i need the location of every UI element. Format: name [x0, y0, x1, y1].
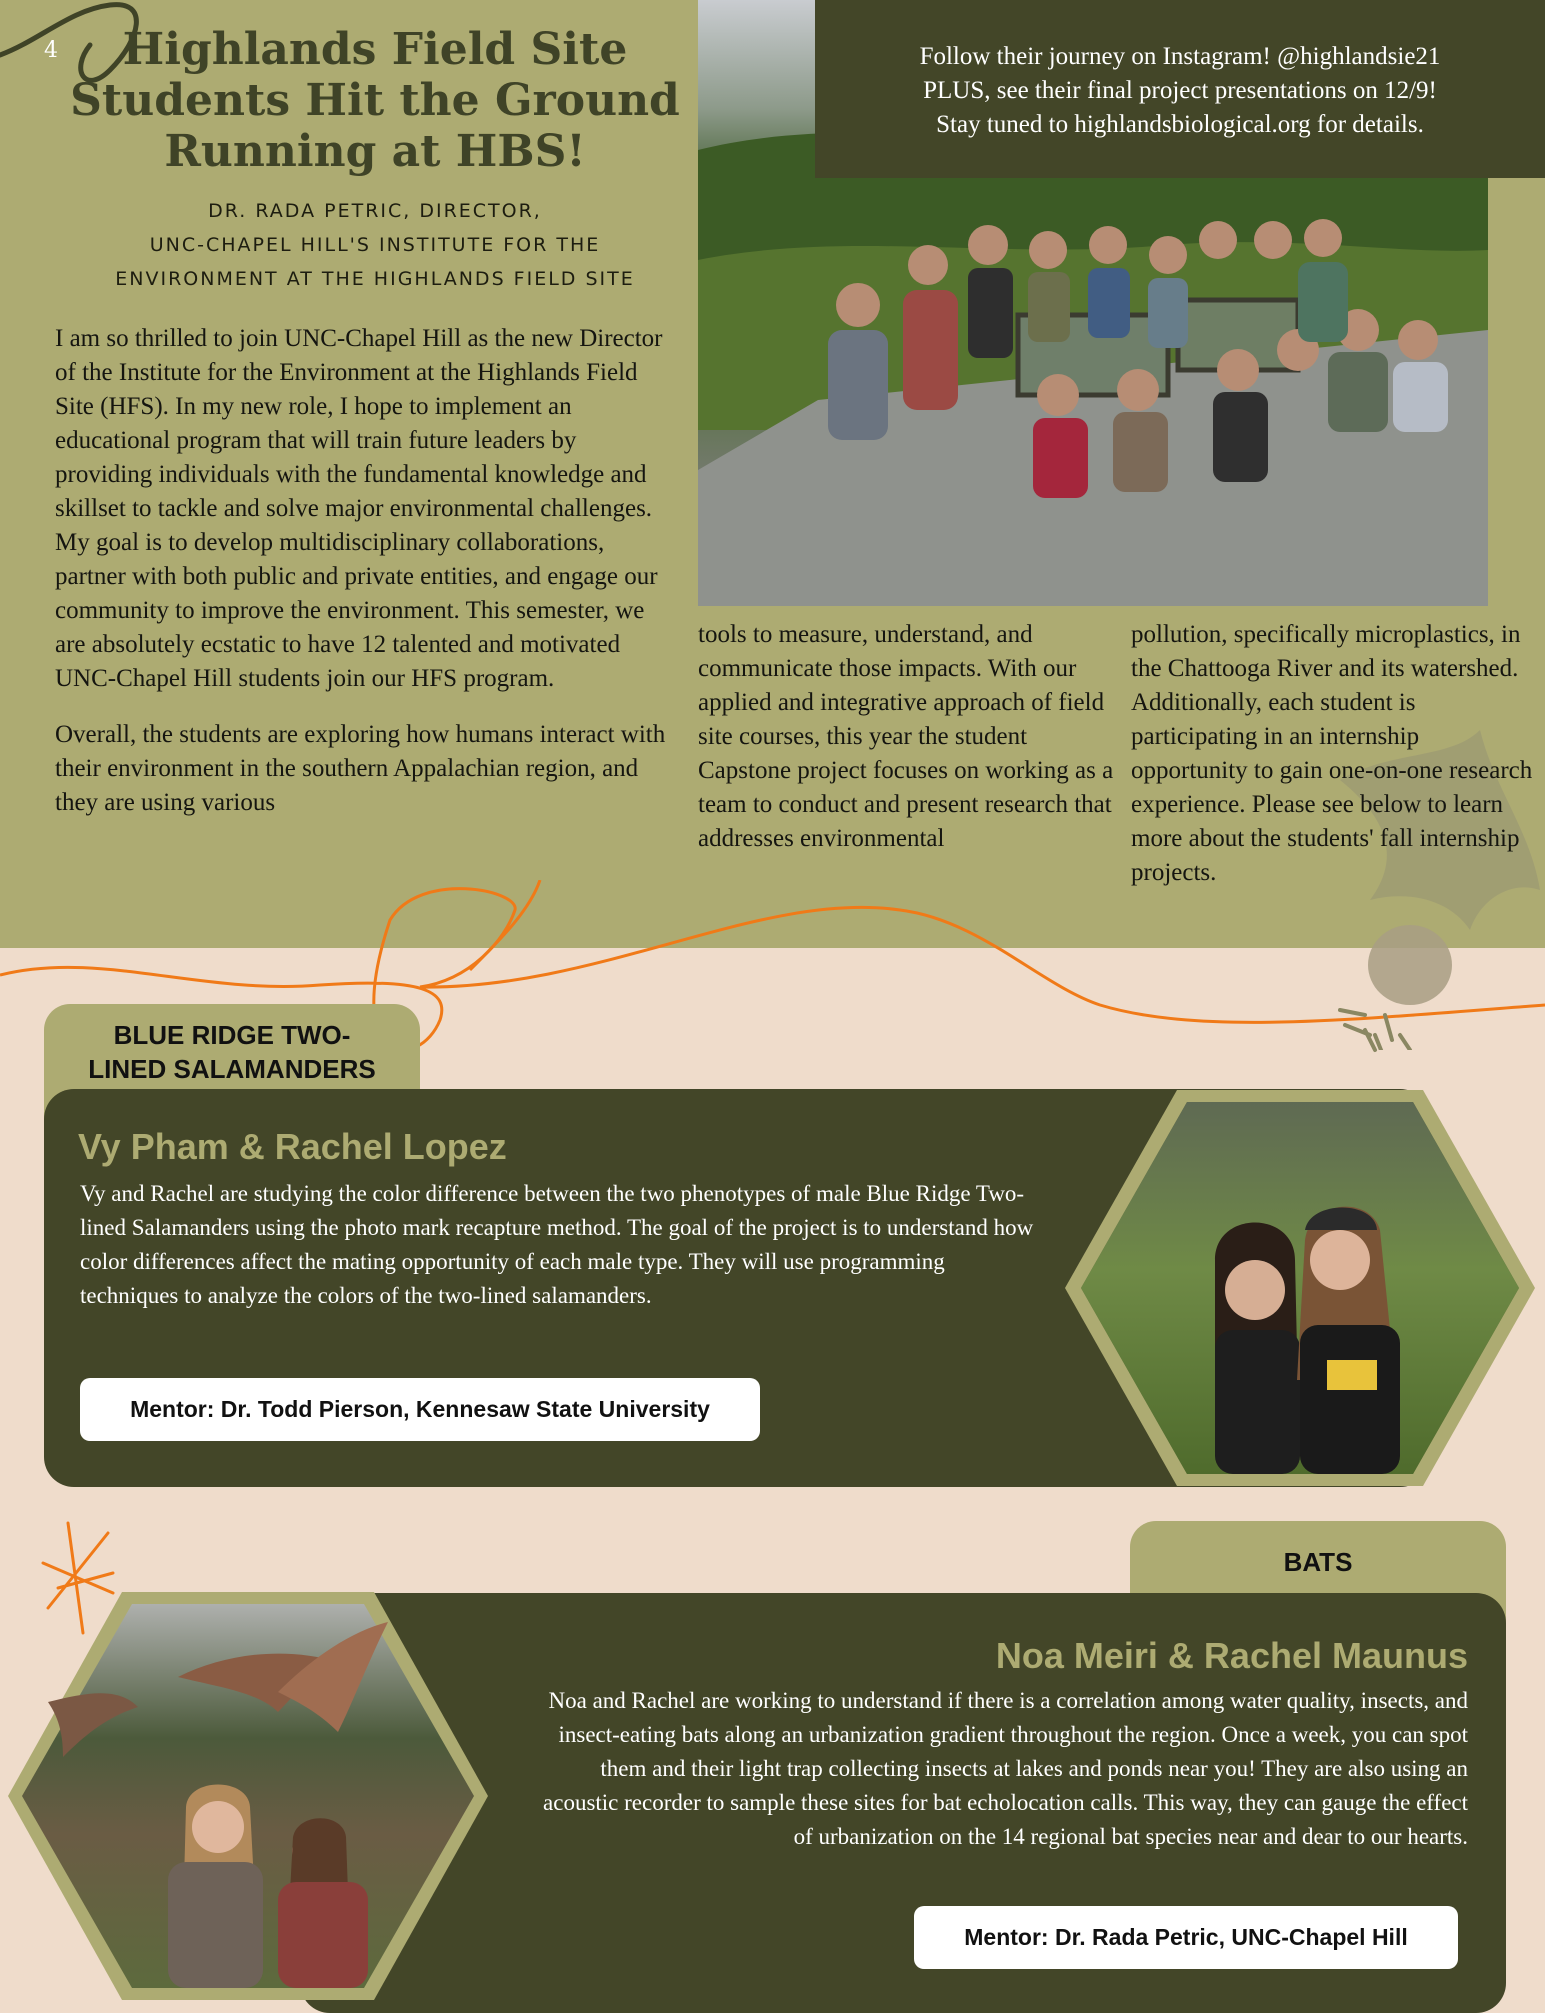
article-column-2	[698, 618, 1118, 878]
bats-students-photo	[8, 1592, 488, 2000]
bats-student-names: Noa Meiri & Rachel Maunus	[995, 1635, 1468, 1676]
byline-line-2: UNC-CHAPEL HILL'S INSTITUTE FOR THE	[149, 234, 601, 256]
byline	[60, 194, 690, 296]
page-title	[60, 24, 690, 177]
instagram-line-3: Stay tuned to highlandsbiological.org for details.	[936, 111, 1424, 138]
article-column-3	[1131, 618, 1541, 912]
title-line-1: Highlands Field Site	[122, 24, 628, 75]
salamander-mentor: Mentor: Dr. Todd Pierson, Kennesaw State University	[80, 1378, 760, 1441]
salamander-description: Vy and Rachel are studying the color difference between the two phenotypes of male Blue Ridge Two-lined Salamanders using the photo mark recapture method. The goal of the project is to understand how color differences affect the mating opportunity of each male type. They will use programming techniques to analyze the colors of the two-lined salamanders.	[80, 1181, 1034, 1308]
salamander-students-photo	[1065, 1090, 1535, 1486]
instagram-line-1: Follow their journey on Instagram! @highlandsie21	[919, 43, 1441, 70]
bats-mentor: Mentor: Dr. Rada Petric, UNC-Chapel Hill	[914, 1906, 1458, 1969]
title-line-2: Students Hit the Ground	[70, 75, 680, 126]
section-tab-bats: BATS	[1130, 1521, 1506, 1631]
salamander-tab-line-2: LINED SALAMANDERS	[88, 1054, 376, 1084]
byline-line-1: DR. RADA PETRIC, DIRECTOR,	[208, 200, 542, 222]
salamander-student-names: Vy Pham & Rachel Lopez	[78, 1126, 507, 1167]
article-column-1	[55, 322, 675, 842]
instagram-line-2: PLUS, see their final project presentations on 12/9!	[923, 77, 1437, 104]
article-paragraph-1: I am so thrilled to join UNC-Chapel Hill as the new Director of the Institute for the Environment at the Highlands Field Site (HFS). In my new role, I hope to implement an educational program that will train future leaders by providing individuals with the fundamental knowledge and skillset to tackle and solve major environmental challenges. My goal is to develop multidisciplinary collaborations, partner with both public and private entities, and engage our community to improve the environment. This semester, we are absolutely ecstatic to have 12 talented and motivated UNC-Chapel Hill students join our HFS program.	[55, 325, 663, 692]
byline-line-3: ENVIRONMENT AT THE HIGHLANDS FIELD SITE	[115, 268, 635, 290]
page-number: 4	[44, 38, 58, 63]
bats-description: Noa and Rachel are working to understand if there is a correlation among water quality, insects, and insect-eating bats along an urbanization gradient throughout the region. Once a week, you can spot them and their light trap collecting insects at lakes and ponds near you! They are also using an acoustic recorder to sample these sites for bat echolocation calls. This way, they can gauge the effect of urbanization on the 14 regional bat species near and dear to our hearts.	[543, 1688, 1468, 1849]
article-paragraph-2: Overall, the students are exploring how humans interact with their environment in the southern Appalachian region, and they are using various	[55, 721, 666, 816]
salamander-tab-line-1: BLUE RIDGE TWO-	[113, 1020, 351, 1050]
article-column-2-text: tools to measure, understand, and communicate those impacts. With our applied and integrative approach of field site courses, this year the student Capstone project focuses on working as a team to conduct and present research that addresses environmental	[698, 621, 1114, 852]
article-column-3-text: pollution, specifically microplastics, in the Chattooga River and its watershed. Additionally, each student is participating in an internship opportunity to gain one-on-one research experience. Please see below to learn more about the students' fall internship projects.	[1131, 621, 1533, 886]
title-line-3: Running at HBS!	[164, 126, 586, 177]
instagram-callout	[815, 0, 1545, 178]
